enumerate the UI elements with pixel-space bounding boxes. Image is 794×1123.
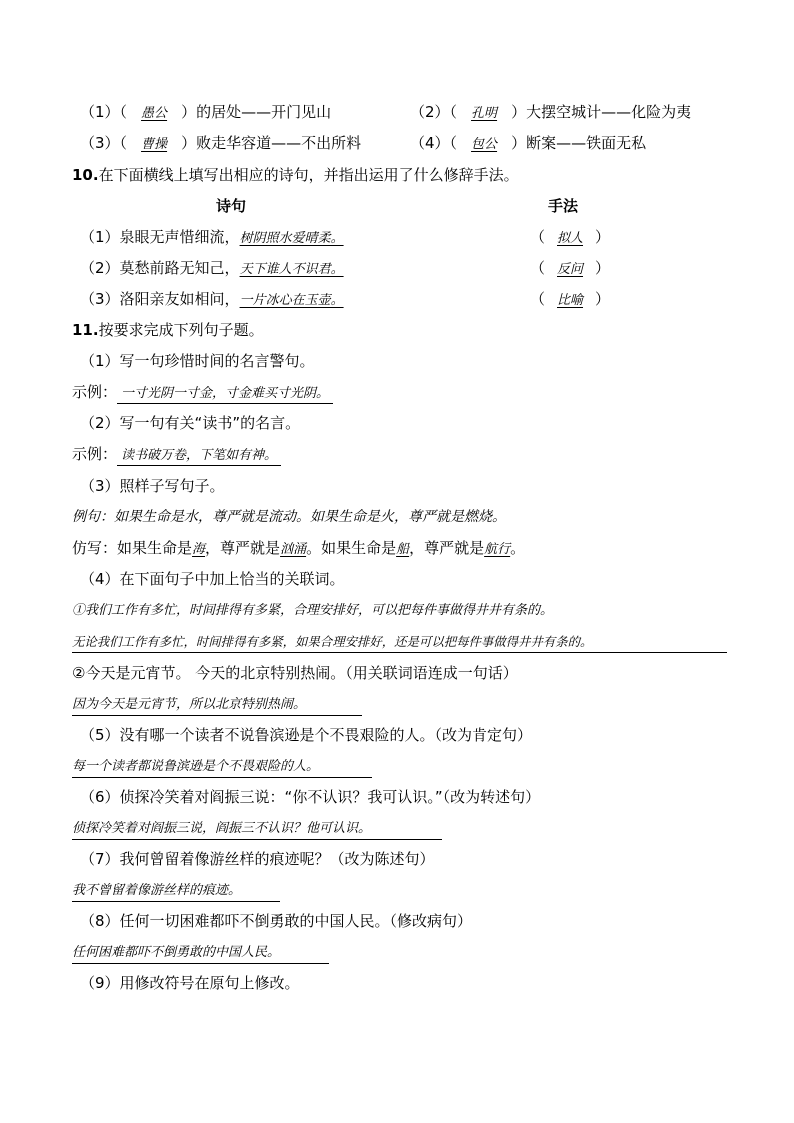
q11-part-8: （8）任何一切困难都吓不倒勇敢的中国人民。（修改病句）: [80, 912, 473, 930]
q11-part-3: （3）照样子写句子。: [80, 477, 225, 495]
poem-answer[interactable]: 天下谁人不识君。: [239, 262, 344, 277]
q11-part-7: （7）我何曾留着像游丝样的痕迹呢？（改为陈述句）: [80, 850, 435, 868]
item-number: （1）: [80, 103, 120, 121]
sentence-2-answer: [72, 690, 362, 716]
sentence-1-answer: [72, 628, 727, 654]
q11-part-6: （6）侦探冷笑着对阎振三说：“你不认识？我可认识。”（改为转述句）: [80, 788, 541, 806]
answer-blank[interactable]: 包公: [471, 137, 498, 152]
answer-line[interactable]: 任何困难都吓不倒勇敢的中国人民。: [72, 944, 329, 964]
answer-blank[interactable]: 航行: [484, 542, 511, 557]
poem-answer[interactable]: 一片冰心在玉壶。: [239, 293, 344, 308]
q9-item-4: （4）（ 包公 ）断案——铁面无私: [410, 130, 646, 156]
q10-row-2: （2）莫愁前路无知己，天下谁人不识君。: [80, 259, 344, 277]
part-5-answer: [72, 752, 372, 778]
answer-line[interactable]: 读书破万卷，下笔如有神。: [117, 447, 281, 466]
q10-row-1: （1）泉眼无声惜细流，树阴照水爱晴柔。: [80, 228, 344, 246]
q11-part-1-answer: 示例： 一寸光阴一寸金，寸金难买寸光阴。: [72, 379, 333, 405]
answer-blank[interactable]: 孔明: [471, 106, 498, 121]
part-7-answer: [72, 876, 280, 902]
q10-method-1: （ 拟人 ）: [530, 224, 610, 250]
question-number: 10.: [72, 166, 99, 184]
q11-title: 11.按要求完成下列句子题。: [72, 321, 264, 339]
example-sentence: 例句：如果生命是水，尊严就是流动。如果生命是火，尊严就是燃烧。: [72, 509, 506, 525]
q9-item-3: （3）（ 曹操 ）败走华容道——不出所料: [80, 130, 361, 156]
answer-line[interactable]: 侦探冷笑着对阎振三说，阎振三不认识？他可认识。: [72, 820, 442, 840]
method-column-header: 手法: [548, 197, 579, 215]
sentence-2: ②今天是元宵节。 今天的北京特别热闹。（用关联词语连成一句话）: [72, 664, 518, 682]
answer-blank[interactable]: 愚公: [141, 106, 168, 121]
answer-blank[interactable]: 曹操: [141, 137, 168, 152]
poem-answer[interactable]: 树阴照水爱晴柔。: [239, 231, 344, 246]
answer-line[interactable]: 我不曾留着像游丝样的痕迹。: [72, 882, 280, 902]
answer-line[interactable]: 一寸光阴一寸金，寸金难买寸光阴。: [117, 385, 333, 404]
imitation-sentence: 仿写：如果生命是海，尊严就是汹涌。如果生命是船，尊严就是航行。: [72, 539, 526, 557]
method-answer[interactable]: 拟人: [557, 231, 584, 246]
answer-blank[interactable]: 汹涌: [280, 542, 307, 557]
q9-item-2: （2）（ 孔明 ）大摆空城计——化险为夷: [410, 99, 691, 125]
method-answer[interactable]: 比喻: [557, 293, 584, 308]
q11-part-2: （2）写一句有关“读书”的名言。: [80, 414, 301, 432]
poem-column-header: 诗句: [216, 197, 247, 215]
part-6-answer: [72, 814, 442, 840]
answer-line[interactable]: 每一个读者都说鲁滨逊是个不畏艰险的人。: [72, 758, 372, 778]
q11-part-5: （5）没有哪一个读者不说鲁滨逊是个不畏艰险的人。（改为肯定句）: [80, 726, 533, 744]
answer-blank[interactable]: 船: [396, 542, 410, 557]
item-text: 的居处——开门见山: [196, 103, 332, 121]
part-8-answer: [72, 938, 329, 964]
method-answer[interactable]: 反问: [557, 262, 584, 277]
q11-part-1: （1）写一句珍惜时间的名言警句。: [80, 352, 315, 370]
q10-title: 10.在下面横线上填写出相应的诗句，并指出运用了什么修辞手法。: [72, 166, 519, 184]
answer-line[interactable]: 因为今天是元宵节，所以北京特别热闹。: [72, 696, 362, 716]
q11-part-4: （4）在下面句子中加上恰当的关联词。: [80, 570, 345, 588]
q11-part-2-answer: 示例： 读书破万卷，下笔如有神。: [72, 441, 281, 467]
question-number: 11.: [72, 321, 99, 339]
answer-line[interactable]: 无论我们工作有多忙，时间排得有多紧，如果合理安排好，还是可以把每件事做得井井有条的。: [72, 633, 727, 653]
q10-method-3: （ 比喻 ）: [530, 286, 610, 312]
q10-method-2: （ 反问 ）: [530, 255, 610, 281]
answer-blank[interactable]: 海: [192, 542, 206, 557]
sentence-1: ①我们工作有多忙，时间排得有多紧，合理安排好，可以把每件事做得井井有条的。: [72, 603, 554, 618]
q9-item-1: （1）（ 愚公 ）的居处——开门见山: [80, 99, 331, 125]
q11-part-9: （9）用修改符号在原句上修改。: [80, 974, 300, 992]
q10-row-3: （3）洛阳亲友如相问，一片冰心在玉壶。: [80, 290, 344, 308]
